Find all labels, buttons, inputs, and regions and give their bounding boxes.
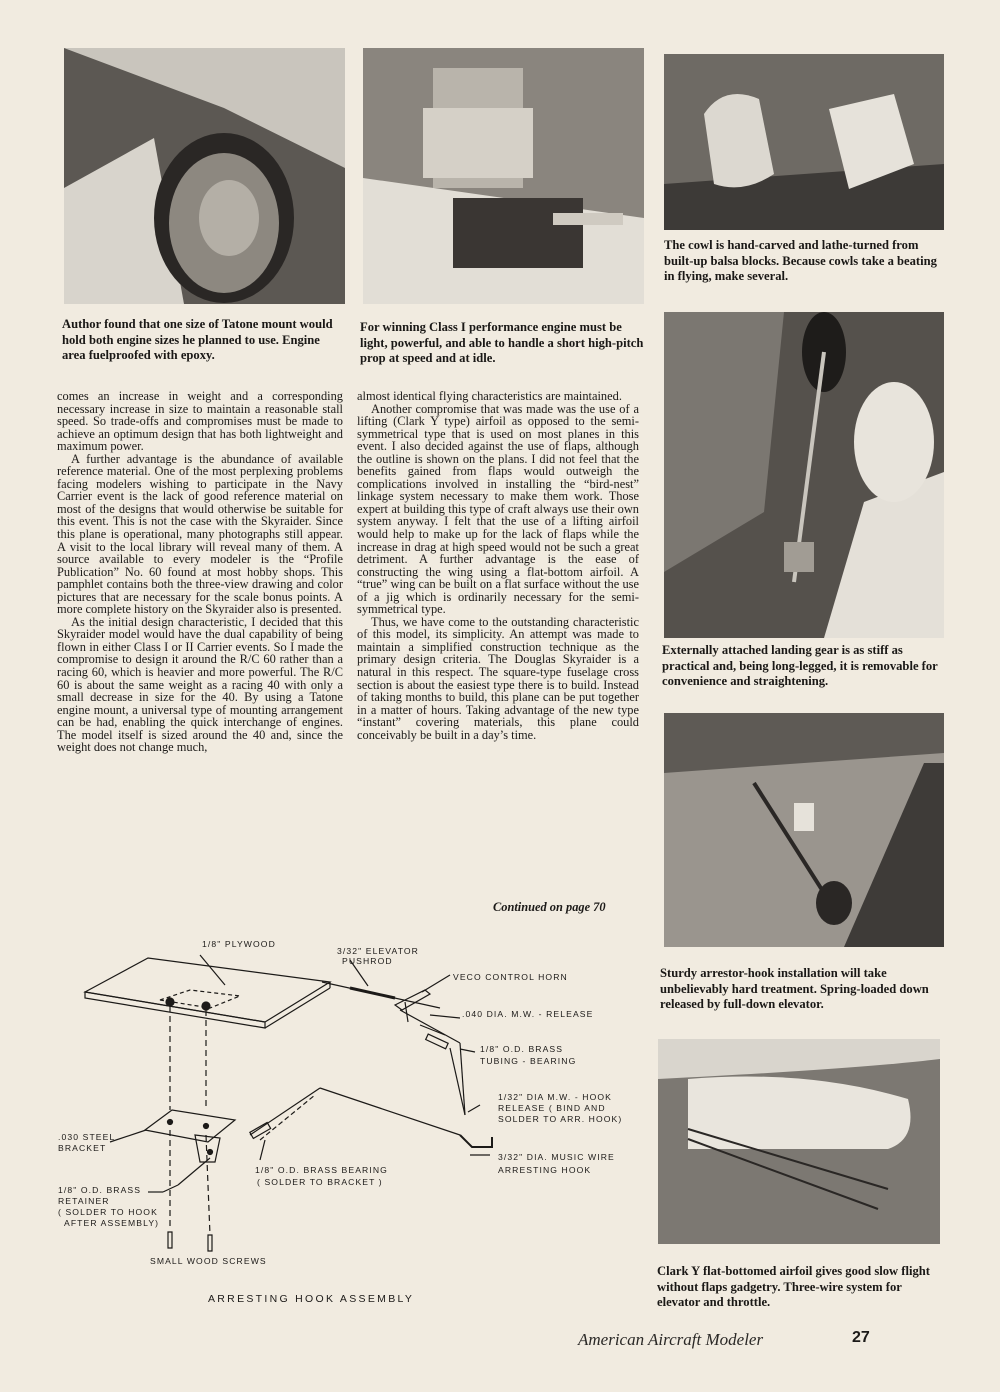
magazine-name: American Aircraft Modeler [578, 1330, 764, 1349]
body-column-1 [57, 390, 343, 754]
caption-airfoil: Clark Y flat-bottomed airfoil gives good slow flight without flaps gadgetry. Three-wire system for elevator and throttle. [657, 1264, 930, 1309]
label-hook-release-1: 1/32" DIA M.W. - HOOK [498, 1092, 613, 1102]
label-pushrod-2: PUSHROD [342, 956, 393, 966]
label-release: .040 DIA. M.W. - RELEASE [462, 1009, 594, 1019]
continued-note: Continued on page 70 [493, 900, 606, 914]
label-hook-1: 3/32" DIA. MUSIC WIRE [498, 1152, 615, 1162]
paragraph: comes an increase in weight and a corresponding necessary increase in size to maintain a reasonable stall speed. So trade-offs and compromises must be made to achieve an optimum design that has both lightweight and maximum power. [57, 389, 343, 454]
label-hook-release-2: RELEASE ( BIND AND [498, 1103, 606, 1113]
paragraph: A further advantage is the abundance of available reference material. One of the most perplexing problems facing modelers wishing to participate in the Navy Carrier event is the lack of good reference material on most of the designs that would otherwise be suitable for this event. This is not the case with the Skyraider. Since this plane is operational, many photographs still appear. A visit to the local library will reveal many of them. A source available to every modeler is the “Profile Publication” No. 60 found at most hobby shops. This pamphlet contains both the three-view drawing and color pictures that are necessary for the scale bonus points. A more complete history on the Skyraider also is presented. [57, 451, 343, 617]
caption-landing-gear: Externally attached landing gear is as stiff as practical and, being long-legged, it is removable for convenience and straightening. [662, 643, 938, 688]
body-column-2 [357, 390, 639, 741]
caption-engine: For winning Class I performance engine must be light, powerful, and able to handle a short high-pitch prop at speed and at idle. [360, 320, 644, 365]
label-plywood: 1/8" PLYWOOD [202, 939, 276, 949]
caption-cowl: The cowl is hand-carved and lathe-turned from built-up balsa blocks. Because cowls take a beating in flying, make several. [664, 238, 937, 283]
paragraph: As the initial design characteristic, I decided that this Skyraider model would have the dual capability of being flown in either Class I or II Carrier events. So I made the compromise to design it around the R/C 60 rather than a racing 60, which is heavier and more powerful. The R/C 60 is about the same weight as a racing 40 with only a small decrease in size for the 40. By using a Tatone engine mount, a universal type of mounting arrangement can be had, enabling the quick interchange of engines. The model itself is sized around the 40 and, since the weight does not change much, [57, 614, 343, 755]
label-pushrod-1: 3/32" ELEVATOR [337, 946, 419, 956]
paragraph: Another compromise that was made was the use of a lifting (Clark Y type) airfoil as opposed to the semi-symmetrical type that is used on most planes in this event. I also decided against the use of flaps, although the outline is shown on the plans. I did not feel that the benefits gained from flaps would outweigh the complications involved in installing the “bird-nest” linkage system necessary to make them work. Those expert at building this type of craft always use their own system anyway. I felt that the use of a lifting airfoil would help to make up for the lack of flaps while the increase in drag at high speed would not be such a great detriment. A further advantage is the ease of constructing the wing using a flat-bottom airfoil. A “true” wing can be built on a flat surface without the use of a jig which is ordinarily necessary for the semi-symmetrical type. [357, 401, 639, 617]
photo-arrestor-hook [664, 713, 944, 947]
label-retainer-4: AFTER ASSEMBLY) [64, 1218, 160, 1228]
arresting-hook-diagram [50, 930, 650, 1320]
caption-arrestor-hook: Sturdy arrestor-hook installation will take unbelievably hard treatment. Spring-loaded down released by full-down elevator. [660, 966, 929, 1011]
photo-engine [363, 48, 644, 304]
diagram-title: ARRESTING HOOK ASSEMBLY [208, 1293, 415, 1305]
label-hook-release-3: SOLDER TO ARR. HOOK) [498, 1114, 623, 1124]
label-steel-2: BRACKET [58, 1143, 107, 1153]
paragraph: Thus, we have come to the outstanding characteristic of this model, its simplicity. An attempt was made to maintain a simplified construction technique as the primary design criteria. The Douglas Skyraider is a natural in this respect. The square-type fuselage cross section is about the easiest type there is to build. Instead of taking months to build, this plane can be put together in a matter of hours. Taking advantage of the new type “instant” covering materials, this plane could conceivably be built in a day’s time. [357, 614, 639, 742]
label-brass-1: 1/8" O.D. BRASS [480, 1044, 564, 1054]
page-number: 27 [852, 1329, 870, 1346]
label-bearing-1: 1/8" O.D. BRASS BEARING [255, 1165, 388, 1175]
label-retainer-3: ( SOLDER TO HOOK [58, 1207, 158, 1217]
caption-engine-mount: Author found that one size of Tatone mount would hold both engine sizes he planned to use. Engine area fuelproofed with epoxy. [62, 317, 333, 362]
paragraph: almost identical flying characteristics are maintained. [357, 389, 622, 403]
photo-engine-mount [64, 48, 345, 304]
photo-cowl [664, 54, 944, 230]
label-hook-2: ARRESTING HOOK [498, 1165, 592, 1175]
label-screws: SMALL WOOD SCREWS [150, 1256, 267, 1266]
photo-airfoil [658, 1039, 940, 1244]
photo-landing-gear [664, 312, 944, 638]
label-retainer-1: 1/8" O.D. BRASS [58, 1185, 142, 1195]
label-steel-1: .030 STEEL [58, 1132, 116, 1142]
label-retainer-2: RETAINER [58, 1196, 110, 1206]
label-brass-2: TUBING - BEARING [480, 1056, 577, 1066]
label-bearing-2: ( SOLDER TO BRACKET ) [257, 1177, 383, 1187]
label-horn: VECO CONTROL HORN [453, 972, 568, 982]
